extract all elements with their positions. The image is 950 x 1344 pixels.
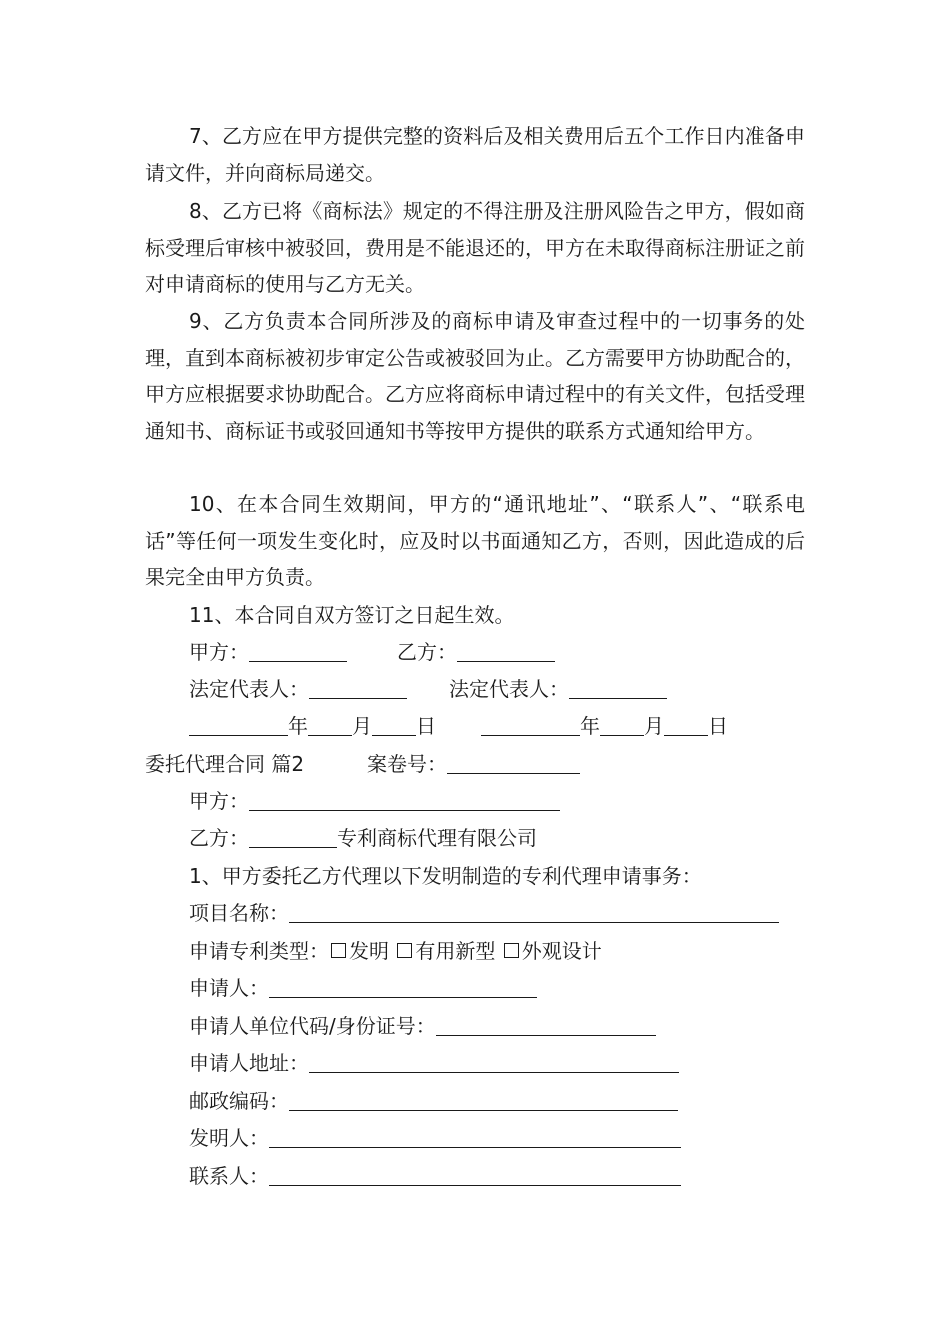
month-label: 月 — [352, 714, 372, 738]
field-project-name — [189, 895, 779, 931]
c2-clause-1: 1、甲方委托乙方代理以下发明制造的专利代理申请事务： — [189, 864, 702, 888]
clause-7: 7、乙方应在甲方提供完整的资料后及相关费用后五个工作日内准备申请文件，并向商标局递交。 — [145, 124, 805, 185]
applicant-id-blank[interactable] — [436, 1011, 656, 1036]
field-contact — [189, 1158, 681, 1194]
inventor-label: 发明人： — [189, 1126, 269, 1150]
year-label: 年 — [580, 714, 600, 738]
field-applicant-address — [189, 1045, 679, 1081]
utility-model-checkbox[interactable] — [397, 943, 412, 958]
clause-9: 9、乙方负责本合同所涉及的商标申请及审查过程中的一切事务的处理，直到本商标被初步审定公告或被驳回为止。乙方需要甲方协助配合的，甲方应根据要求协助配合。乙方应将商标申请过程中的有关文件，包括受理通知书、商标证书或驳回通知书等按甲方提供的联系方式通知给甲方。 — [145, 309, 805, 443]
project-name-label: 项目名称： — [189, 901, 289, 925]
design-checkbox[interactable] — [504, 943, 519, 958]
party-b-blank[interactable] — [457, 637, 555, 662]
contract2-heading: 委托代理合同 篇2 — [145, 752, 305, 776]
c2-party-a-label: 甲方： — [189, 789, 249, 813]
field-applicant — [189, 970, 537, 1006]
c2-party-a-blank[interactable] — [249, 786, 560, 811]
inventor-blank[interactable] — [269, 1123, 681, 1148]
date-a — [189, 708, 436, 744]
postal-code-blank[interactable] — [289, 1086, 678, 1111]
field-applicant-id — [189, 1008, 656, 1044]
party-a-sign — [189, 634, 347, 670]
field-inventor — [189, 1120, 681, 1156]
rep-b-blank[interactable] — [569, 674, 667, 699]
date-a-day-blank[interactable] — [372, 711, 416, 736]
case-number-label: 案卷号： — [367, 752, 447, 776]
c2-party-b-label: 乙方： — [189, 826, 249, 850]
party-b-label: 乙方： — [397, 640, 457, 664]
invention-checkbox[interactable] — [331, 943, 346, 958]
invention-label: 发明 — [349, 939, 389, 963]
date-b-year-blank[interactable] — [481, 711, 580, 736]
contract2-heading-row — [145, 746, 304, 782]
date-a-month-blank[interactable] — [308, 711, 352, 736]
rep-a-sign — [189, 671, 407, 707]
c2-party-b — [189, 820, 537, 856]
c2-party-b-suffix: 专利商标代理有限公司 — [337, 826, 537, 850]
applicant-address-label: 申请人地址： — [189, 1051, 309, 1075]
party-b-sign — [397, 634, 555, 670]
postal-code-label: 邮政编码： — [189, 1089, 289, 1113]
case-number-blank[interactable] — [447, 749, 580, 774]
case-number-row — [367, 746, 580, 782]
applicant-blank[interactable] — [269, 973, 537, 998]
date-b-month-blank[interactable] — [600, 711, 644, 736]
patent-type-label: 申请专利类型： — [189, 939, 329, 963]
applicant-address-blank[interactable] — [309, 1048, 679, 1073]
contact-label: 联系人： — [189, 1164, 269, 1188]
field-patent-type — [189, 933, 602, 969]
rep-b-label: 法定代表人： — [449, 677, 569, 701]
date-b — [481, 708, 728, 744]
clause-11: 11、本合同自双方签订之日起生效。 — [189, 603, 515, 627]
rep-a-blank[interactable] — [309, 674, 407, 699]
c2-party-b-blank[interactable] — [249, 823, 337, 848]
c2-party-a — [189, 783, 560, 819]
year-label: 年 — [288, 714, 308, 738]
contact-blank[interactable] — [269, 1161, 681, 1186]
party-a-label: 甲方： — [189, 640, 249, 664]
clause-8: 8、乙方已将《商标法》规定的不得注册及注册风险告之甲方，假如商标受理后审核中被驳回，费用是不能退还的，甲方在未取得商标注册证之前对申请商标的使用与乙方无关。 — [145, 199, 805, 296]
day-label: 日 — [416, 714, 436, 738]
rep-b-sign — [449, 671, 667, 707]
applicant-id-label: 申请人单位代码/身份证号： — [189, 1014, 436, 1038]
applicant-label: 申请人： — [189, 976, 269, 1000]
field-postal-code — [189, 1083, 678, 1119]
utility-model-label: 有用新型 — [415, 939, 496, 963]
design-label: 外观设计 — [521, 939, 602, 963]
clause-10: 10、在本合同生效期间，甲方的“通讯地址”、“联系人”、“联系电话”等任何一项发生变化时，应及时以书面通知乙方，否则，因此造成的后果完全由甲方负责。 — [145, 492, 805, 589]
party-a-blank[interactable] — [249, 637, 347, 662]
date-b-day-blank[interactable] — [664, 711, 708, 736]
day-label: 日 — [708, 714, 728, 738]
month-label: 月 — [644, 714, 664, 738]
date-a-year-blank[interactable] — [189, 711, 288, 736]
rep-a-label: 法定代表人： — [189, 677, 309, 701]
project-name-blank[interactable] — [289, 898, 779, 923]
